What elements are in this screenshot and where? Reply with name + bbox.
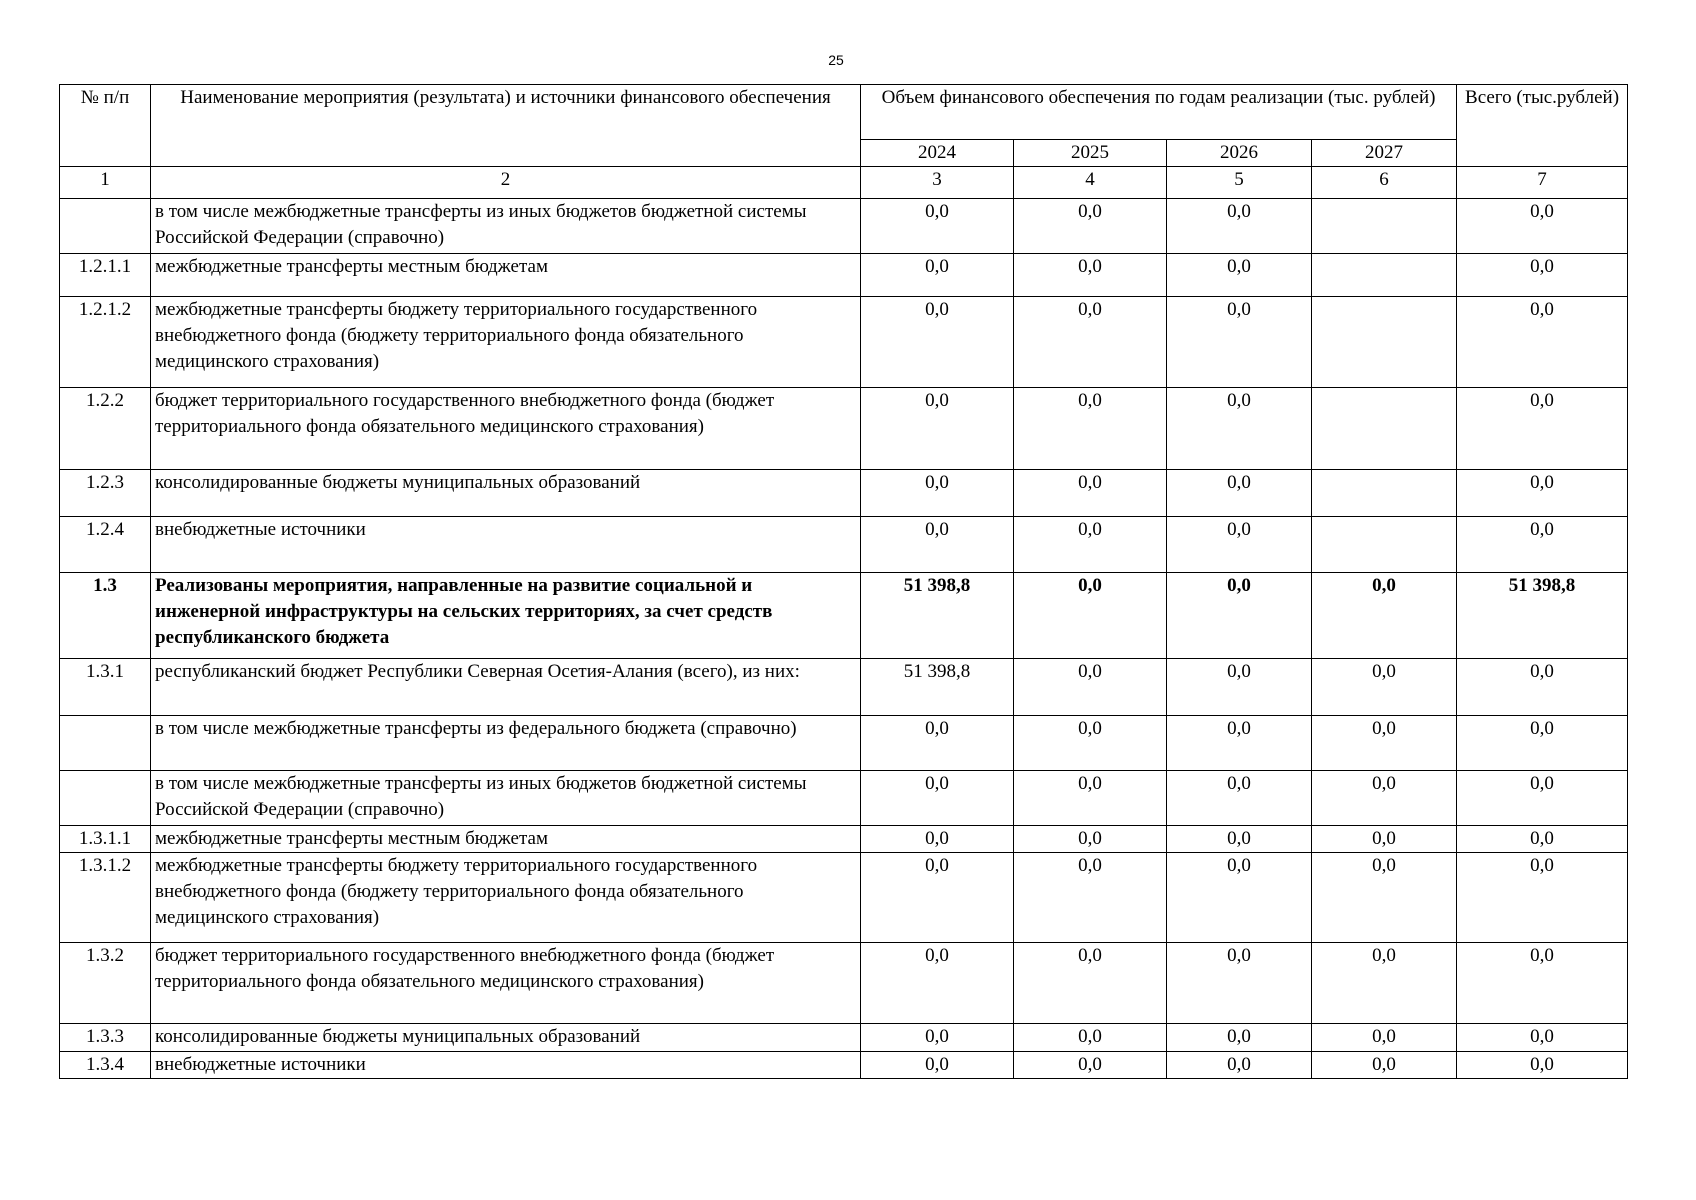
value-2024: 0,0: [861, 1052, 1014, 1079]
column-numbers-row: [60, 167, 1628, 199]
row-number: [60, 199, 151, 254]
value-2024: 0,0: [861, 853, 1014, 943]
row-name: консолидированные бюджеты муниципальных образований: [151, 470, 861, 517]
value-total: 0,0: [1457, 1052, 1628, 1079]
value-2024: 51 398,8: [861, 573, 1014, 659]
row-name: межбюджетные трансферты местным бюджетам: [151, 254, 861, 297]
value-2024: 0,0: [861, 470, 1014, 517]
value-2026: 0,0: [1167, 716, 1312, 771]
column-number: 7: [1457, 167, 1628, 199]
value-total: 0,0: [1457, 771, 1628, 826]
row-number: 1.2.1.1: [60, 254, 151, 297]
table-row: [60, 199, 1628, 254]
value-total: 0,0: [1457, 853, 1628, 943]
column-number: 3: [861, 167, 1014, 199]
row-number: 1.3.1.1: [60, 826, 151, 853]
table-row: [60, 573, 1628, 659]
value-2026: 0,0: [1167, 517, 1312, 573]
row-name: Реализованы мероприятия, направленные на развитие социальной и инженерной инфраструктуры на сельских территориях, за счет средств республиканского бюджета: [151, 573, 861, 659]
value-2026: 0,0: [1167, 297, 1312, 388]
value-2025: 0,0: [1014, 659, 1167, 716]
value-2025: 0,0: [1014, 826, 1167, 853]
table-row: [60, 716, 1628, 771]
value-2027: 0,0: [1312, 771, 1457, 826]
value-2026: 0,0: [1167, 1024, 1312, 1052]
value-2027: [1312, 517, 1457, 573]
value-total: 0,0: [1457, 388, 1628, 470]
value-2026: 0,0: [1167, 853, 1312, 943]
column-number: 5: [1167, 167, 1312, 199]
value-2024: 0,0: [861, 254, 1014, 297]
column-number: 6: [1312, 167, 1457, 199]
value-2024: 0,0: [861, 517, 1014, 573]
value-2026: 0,0: [1167, 573, 1312, 659]
value-total: 51 398,8: [1457, 573, 1628, 659]
header-name: Наименование мероприятия (результата) и источники финансового обеспечения: [151, 85, 861, 167]
table-row: [60, 659, 1628, 716]
row-name: межбюджетные трансферты бюджету территориального государственного внебюджетного фонда (бюджету территориального фонда обязательного медицинского страхования): [151, 853, 861, 943]
row-number: 1.2.1.2: [60, 297, 151, 388]
row-number: [60, 716, 151, 771]
value-2026: 0,0: [1167, 943, 1312, 1024]
value-2025: 0,0: [1014, 297, 1167, 388]
value-2024: 0,0: [861, 943, 1014, 1024]
header-year: 2026: [1167, 140, 1312, 167]
header-year: 2025: [1014, 140, 1167, 167]
value-2027: [1312, 388, 1457, 470]
row-name: межбюджетные трансферты местным бюджетам: [151, 826, 861, 853]
value-2026: 0,0: [1167, 826, 1312, 853]
value-2026: 0,0: [1167, 659, 1312, 716]
value-2025: 0,0: [1014, 254, 1167, 297]
value-2027: 0,0: [1312, 716, 1457, 771]
header-year: 2024: [861, 140, 1014, 167]
financing-table: [59, 84, 1628, 1079]
header-num: № п/п: [60, 85, 151, 167]
value-2024: 0,0: [861, 388, 1014, 470]
row-number: 1.3.3: [60, 1024, 151, 1052]
value-2025: 0,0: [1014, 943, 1167, 1024]
value-total: 0,0: [1457, 199, 1628, 254]
row-name: республиканский бюджет Республики Северная Осетия-Алания (всего), из них:: [151, 659, 861, 716]
column-number: 4: [1014, 167, 1167, 199]
value-2027: 0,0: [1312, 1052, 1457, 1079]
value-2024: 0,0: [861, 199, 1014, 254]
row-name: в том числе межбюджетные трансферты из федерального бюджета (справочно): [151, 716, 861, 771]
value-2024: 51 398,8: [861, 659, 1014, 716]
table-row: [60, 1052, 1628, 1079]
table-row: [60, 388, 1628, 470]
table-row: [60, 470, 1628, 517]
table-row: [60, 254, 1628, 297]
value-2025: 0,0: [1014, 771, 1167, 826]
value-2027: 0,0: [1312, 659, 1457, 716]
value-2024: 0,0: [861, 716, 1014, 771]
value-total: 0,0: [1457, 659, 1628, 716]
row-number: [60, 771, 151, 826]
table-row: [60, 943, 1628, 1024]
value-2025: 0,0: [1014, 1052, 1167, 1079]
value-2025: 0,0: [1014, 199, 1167, 254]
value-2026: 0,0: [1167, 388, 1312, 470]
value-total: 0,0: [1457, 943, 1628, 1024]
row-name: межбюджетные трансферты бюджету территориального государственного внебюджетного фонда (бюджету территориального фонда обязательного медицинского страхования): [151, 297, 861, 388]
value-2027: [1312, 470, 1457, 517]
value-total: 0,0: [1457, 470, 1628, 517]
value-2026: 0,0: [1167, 254, 1312, 297]
value-2027: [1312, 297, 1457, 388]
row-name: бюджет территориального государственного внебюджетного фонда (бюджет территориального фонда обязательного медицинского страхования): [151, 943, 861, 1024]
row-number: 1.3.2: [60, 943, 151, 1024]
value-2027: 0,0: [1312, 1024, 1457, 1052]
row-name: внебюджетные источники: [151, 517, 861, 573]
row-name: внебюджетные источники: [151, 1052, 861, 1079]
row-number: 1.3: [60, 573, 151, 659]
value-2024: 0,0: [861, 826, 1014, 853]
value-2027: [1312, 254, 1457, 297]
page-number: 25: [828, 52, 844, 68]
value-total: 0,0: [1457, 517, 1628, 573]
value-2027: 0,0: [1312, 943, 1457, 1024]
value-total: 0,0: [1457, 826, 1628, 853]
value-2025: 0,0: [1014, 470, 1167, 517]
value-2027: 0,0: [1312, 826, 1457, 853]
value-2025: 0,0: [1014, 716, 1167, 771]
header-total: Всего (тыс.рублей): [1457, 85, 1628, 167]
value-2025: 0,0: [1014, 853, 1167, 943]
header-row: [60, 85, 1628, 140]
value-2026: 0,0: [1167, 1052, 1312, 1079]
value-2025: 0,0: [1014, 1024, 1167, 1052]
value-2024: 0,0: [861, 297, 1014, 388]
value-2026: 0,0: [1167, 771, 1312, 826]
row-number: 1.2.4: [60, 517, 151, 573]
row-name: в том числе межбюджетные трансферты из иных бюджетов бюджетной системы Российской Федерации (справочно): [151, 199, 861, 254]
value-total: 0,0: [1457, 1024, 1628, 1052]
column-number: 1: [60, 167, 151, 199]
header-year: 2027: [1312, 140, 1457, 167]
table-row: [60, 1024, 1628, 1052]
row-number: 1.3.1: [60, 659, 151, 716]
value-2024: 0,0: [861, 1024, 1014, 1052]
value-2027: 0,0: [1312, 853, 1457, 943]
value-2027: 0,0: [1312, 573, 1457, 659]
value-2026: 0,0: [1167, 470, 1312, 517]
table-row: [60, 771, 1628, 826]
row-number: 1.3.4: [60, 1052, 151, 1079]
row-name: бюджет территориального государственного внебюджетного фонда (бюджет территориального фонда обязательного медицинского страхования): [151, 388, 861, 470]
table-row: [60, 297, 1628, 388]
value-2027: [1312, 199, 1457, 254]
value-total: 0,0: [1457, 297, 1628, 388]
header-volume: Объем финансового обеспечения по годам реализации (тыс. рублей): [861, 85, 1457, 140]
row-number: 1.2.3: [60, 470, 151, 517]
table-row: [60, 826, 1628, 853]
value-2025: 0,0: [1014, 517, 1167, 573]
value-2026: 0,0: [1167, 199, 1312, 254]
value-total: 0,0: [1457, 716, 1628, 771]
row-name: консолидированные бюджеты муниципальных образований: [151, 1024, 861, 1052]
table-row: [60, 517, 1628, 573]
value-total: 0,0: [1457, 254, 1628, 297]
row-name: в том числе межбюджетные трансферты из иных бюджетов бюджетной системы Российской Федерации (справочно): [151, 771, 861, 826]
value-2025: 0,0: [1014, 573, 1167, 659]
row-number: 1.2.2: [60, 388, 151, 470]
column-number: 2: [151, 167, 861, 199]
value-2024: 0,0: [861, 771, 1014, 826]
row-number: 1.3.1.2: [60, 853, 151, 943]
table-row: [60, 853, 1628, 943]
value-2025: 0,0: [1014, 388, 1167, 470]
